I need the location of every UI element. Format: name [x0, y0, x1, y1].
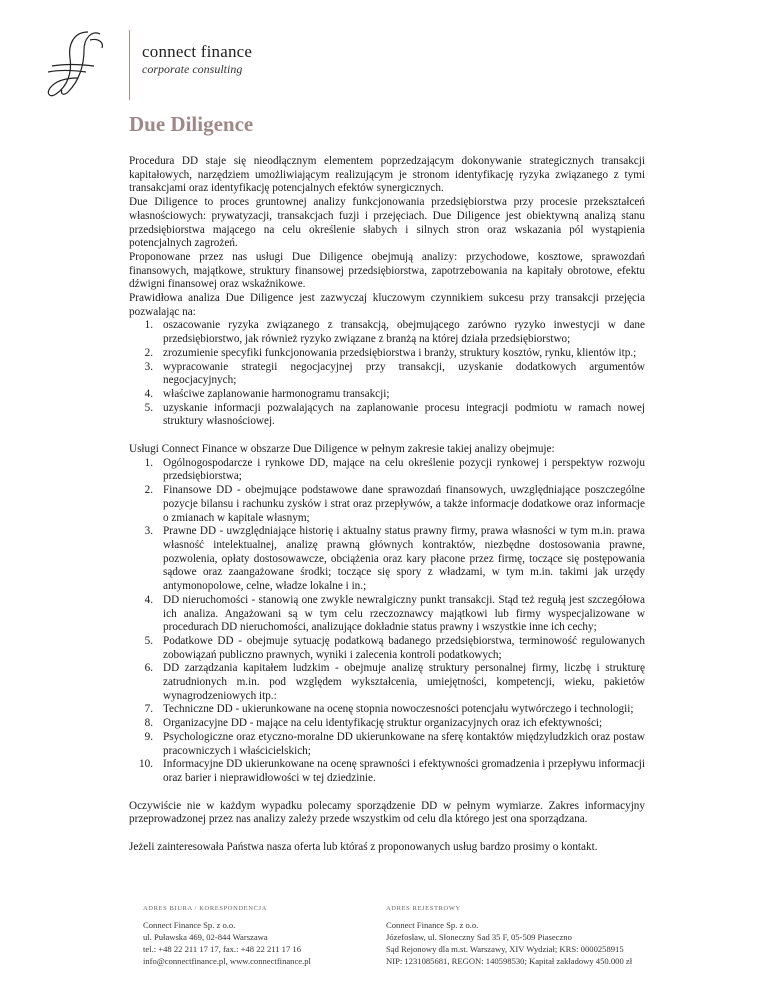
list-item-number: 4. [144, 593, 153, 606]
list-item-text: właściwe zaplanowanie harmonogramu transakcji; [163, 387, 390, 400]
list-item [129, 319, 645, 346]
list-item-number: 1. [144, 456, 153, 469]
list-item [129, 635, 645, 662]
list-item-text: uzyskanie informacji pozwalających na zaplanowanie procesu integracji podmiotu w ramach nowej struktury własnościowej. [163, 401, 645, 428]
list-item [129, 594, 645, 635]
list-item-number: 1. [144, 319, 153, 332]
footer-heading: ADRES REJESTROWY [386, 905, 461, 912]
list-item-text: Finansowe DD - obejmujące podstawowe dane sprawozdań finansowych, uwzględniające poszczególne pozycje bilansu i rachunku zysków i strat oraz przepływów, a także informacje dodatkowe oraz informacje o zmianach w kapitale własnym; [163, 484, 645, 524]
intro-paragraph: Due Diligence to proces gruntownej analizy funkcjonowania przedsiębiorstwa przy procesie przekształceń własnościowych: prywatyzacji, transakcjach fuzji i przejęciach. Due Diligence jest obiektywną analizą stanu przedsiębiorstwa mającego na celu określenie słabych i silnych stron oraz wskazania pól wystąpienia potencjalnych zagrożeń. [129, 196, 645, 250]
services-intro: Usługi Connect Finance w obszarze Due Diligence w pełnym zakresie takiej analizy obejmuje: [129, 443, 555, 456]
list-item-number: 5. [144, 401, 153, 414]
list-item-number: 10. [139, 758, 153, 771]
footer-line: tel.: +48 22 211 17 17, fax.: +48 22 211 17 16 [143, 944, 302, 954]
list-item [129, 402, 645, 429]
footer-heading: ADRES BIURA / KORESPONDENCJA [143, 905, 267, 912]
connect-finance-logo [38, 24, 116, 102]
footer-office-address [143, 905, 373, 967]
list-item-text: wypracowanie strategii negocjacyjnej przy transakcji, uzyskanie dodatkowych argumentów negocjacyjnych; [163, 360, 645, 387]
list-item-text: Psychologiczne oraz etyczno-moralne DD ukierunkowane na sferę kontaktów międzyludzkich oraz postaw pracowniczych i właścicielskich; [163, 730, 645, 757]
list-item-number: 4. [144, 387, 153, 400]
list-item-text: Techniczne DD - ukierunkowane na ocenę stopnia nowoczesności potencjału wytwórczego i technologii; [163, 703, 634, 716]
list-item [129, 525, 645, 594]
footer-line: NIP: 1231085681, REGON: 140598530; Kapitał zakładowy 450.000 zł [386, 956, 633, 966]
brand-name: connect finance [142, 42, 253, 61]
intro-paragraph: Procedura DD staje się nieodłącznym elementem poprzedzającym dokonywanie strategicznych transakcji kapitałowych, narzędziem umożliwiającym realizującym je stronom identyfikację ryzyka związanego z tymi transakcjami oraz identyfikację potencjalnych efektów synergicznych. [129, 155, 645, 195]
contact-paragraph: Jeżeli zainteresowała Państwa nasza oferta lub któraś z proponowanych usług bardzo prosimy o kontakt. [129, 841, 598, 854]
list-item [129, 703, 645, 717]
footer-line: Connect Finance Sp. z o.o. [386, 920, 479, 930]
list-item [129, 347, 645, 361]
footer-line: Connect Finance Sp. z o.o. [143, 920, 236, 930]
list-item [129, 758, 645, 785]
list-item-number: 7. [144, 703, 153, 716]
list-item-text: DD zarządzania kapitałem ludzkim - obejmuje analizę struktury personalnej firmy, liczbę i strukturę zatrudnionych m.in. pod względem wykształcenia, umiejętności, kompetencji, wieku, pakietów wynagrodzeniowych itp.: [163, 662, 645, 702]
list-item-text: oszacowanie ryzyka związanego z transakcją, obejmującego zarówno ryzyko inwestycji w dane przedsiębiorstwo, jak również ryzyko związane z branżą na której działa przedsiębiorstwo; [163, 319, 645, 346]
list-item [129, 361, 645, 388]
footer-line: Józefosław, ul. Słoneczny Sad 35 F, 05-509 Piaseczno [386, 932, 572, 942]
brand [142, 42, 252, 77]
list-item-number: 3. [144, 360, 153, 373]
intro-paragraph: Prawidłowa analiza Due Diligence jest zazwyczaj kluczowym czynnikiem sukcesu przy transakcji przejęcia pozwalając na: [129, 292, 645, 318]
document-body [129, 112, 645, 855]
list-item-text: Informacyjne DD ukierunkowane na ocenę sprawności i efektywności gromadzenia i przepływu informacji oraz barier i nieprawidłowości w tej dziedzinie. [163, 758, 645, 784]
list-item-text: Ogólnogospodarcze i rynkowe DD, mające na celu określenie pozycji rynkowej i perspektyw rozwoju przedsiębiorstwa; [163, 456, 645, 483]
footer-line: info@connectfinance.pl, www.connectfinance.pl [143, 956, 311, 966]
list-item-text: Podatkowe DD - obejmuje sytuację podatkową badanego przedsiębiorstwa, terminowość regulowanych zobowiązań publiczno prawnych, wyniki i zalecenia kontroli podatkowych; [163, 634, 645, 661]
list-item-number: 8. [144, 717, 153, 730]
logo-divider [129, 30, 130, 100]
footer-registered-address [386, 905, 686, 967]
footer-line: ul. Puławska 469, 02-844 Warszawa [143, 932, 268, 942]
list-item [129, 484, 645, 525]
services-list [129, 457, 645, 786]
list-item-number: 5. [144, 634, 153, 647]
list-item [129, 457, 645, 484]
brand-tagline: corporate consulting [142, 62, 243, 76]
benefits-list [129, 319, 645, 429]
list-item-text: Prawne DD - uwzględniające historię i aktualny status prawny firmy, prawa własności w tym m.in. prawa własność intelektualnej, analizę prawną głównych kontraktów, niezbędne dostosowania prawne, pozwolenia, opłaty dostosowawcze, obciążenia oraz kary płacone przez firmę, toczące się postępowania sądowe oraz zaangażowane środki; toczące się spory z władzami, w tym m.in. takimi jak urzędy antymonopolowe, celne, władze lokalne i in.; [163, 525, 645, 593]
list-item-number: 2. [144, 346, 153, 359]
list-item-number: 9. [144, 730, 153, 743]
list-item [129, 731, 645, 758]
list-item-text: DD nieruchomości - stanowią one zwykle newralgiczny punkt transakcji. Stąd też regułą jest szczegółowa ich analiza. Angażowani są w tym celu rzeczoznawcy majątkowi lub firmy wyspecjalizowane w procedurach DD nieruchomości, analizujące dokładnie status prawny i wszystkie inne ich cechy; [163, 593, 645, 634]
list-item-number: 3. [144, 525, 153, 538]
page-title: Due Diligence [129, 112, 254, 136]
list-item-number: 6. [144, 662, 153, 675]
list-item-text: zrozumienie specyfiki funkcjonowania przedsiębiorstwa i branży, struktury kosztów, rynku, klientów itp.; [163, 346, 637, 359]
list-item-text: Organizacyjne DD - mające na celu identyfikację struktur organizacyjnych oraz ich efektywności; [163, 717, 603, 730]
intro-paragraph: Proponowane przez nas usługi Due Diligence obejmują analizy: przychodowe, kosztowe, sprawozdań finansowych, majątkowe, struktury finansowej przedsiębiorstwa, zapotrzebowania na kapitały obrotowe, efektu dźwigni finansowej oraz wskaźnikowe. [129, 250, 645, 291]
list-item [129, 717, 645, 731]
closing-paragraph: Oczywiście nie w każdym wypadku polecamy sporządzenie DD w pełnym wymiarze. Zakres informacyjny przeprowadzonej przez nas analizy zależy przede wszystkim od celu dla którego jest ona sporządzana. [129, 799, 645, 826]
footer-line: Sąd Rejonowy dla m.st. Warszawy, XIV Wydział; KRS: 0000258915 [386, 944, 624, 954]
list-item [129, 388, 645, 402]
list-item [129, 662, 645, 703]
list-item-number: 2. [144, 484, 153, 497]
